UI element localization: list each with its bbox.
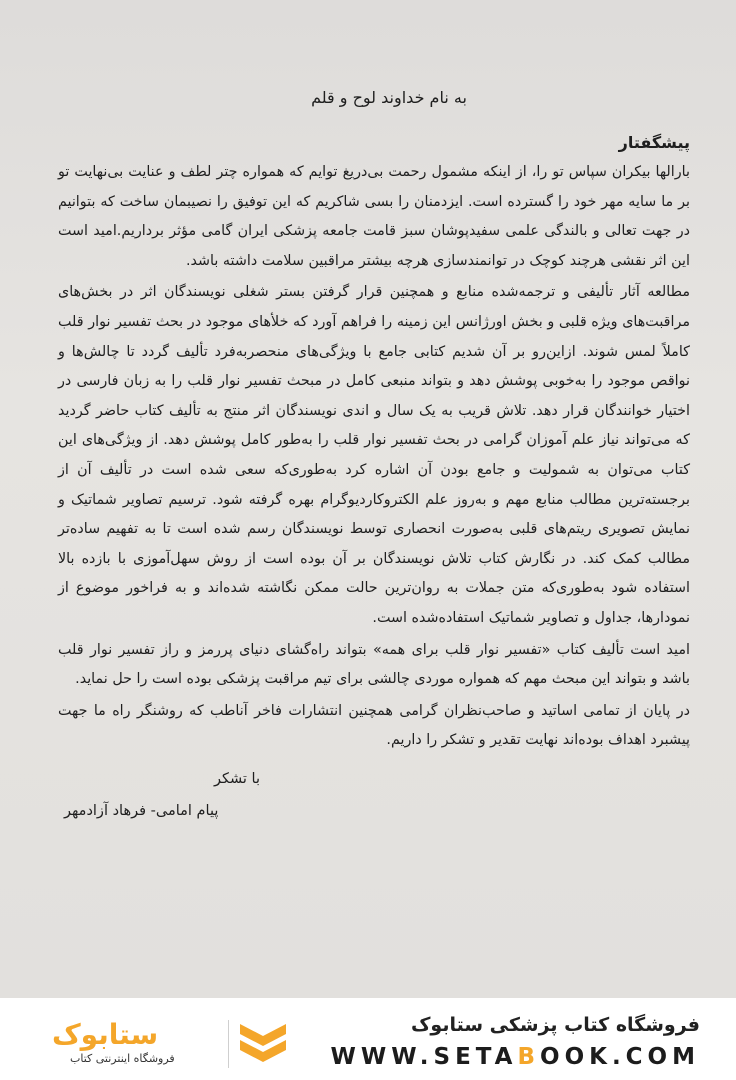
paragraph-3: امید است تألیف کتاب «تفسیر نوار قلب برای همه» بتواند راه‌گشای دنیای پررمز و راز تفسیر نوار قلب باشد و بتواند این مبحث مهم که همواره موردی چالشی برای تیم مراقبت پزشکی بوده است را حل نماید. [58,641,690,688]
page-text [58,88,690,826]
store-name: فروشگاه کتاب پزشکی ستابوک [410,1014,700,1036]
url-accent-letter: B [517,1044,541,1070]
paragraph-1: بارالها بیکران سپاس تو را، از اینکه مشمول رحمت بی‌دریغ توایم که همواره چتر لطف و عنایت بی‌نهایت تو بر ما سایه مهر خود را گسترده است. ایزدمنان را بسی شاکریم که این توفیق را نصیبمان ساخت که بتوانیم در جهت تعالی و بالندگی علمی سفیدپوشان سبز قامت جامعه پزشکی ایران گامی مؤثر برداریم.امید است این اثر نقشی هرچند کوچک در توانمندسازی هرچه بیشتر مراقبین سلامت داشته باشد. [58,164,690,269]
invocation-heading: به نام خداوند لوح و قلم [311,88,467,107]
url-part-1: WWW.SETA [330,1044,518,1070]
section-title: پیشگفتار [618,133,690,152]
closing-block [58,764,690,826]
store-logo[interactable] [30,1012,290,1072]
paragraph-4: در پایان از تمامی اساتید و صاحب‌نظران گرامی همچنین انتشارات فاخر آناطب که روشنگر راه ما جهت پیشبرد اهداف بوده‌اند نهایت تقدیر و تشکر را داریم. [58,702,690,749]
logo-subtitle: فروشگاه اینترنتی کتاب [70,1052,175,1065]
logo-wordmark: ستابوک [52,1018,159,1051]
stacked-chevrons-icon [238,1020,288,1068]
paragraph-2: مطالعه آثار تألیفی و ترجمه‌شده منابع و همچنین قرار گرفتن بستر شغلی نویسندگان اثر در بخش‌های مراقبت‌های ویژه قلبی و بخش اورژانس این زمینه را فراهم آورد که خلأهای موجود در بحث تفسیر نوار قلب کاملاً لمس شوند. ازاین‌رو بر آن شدیم کتابی جامع با ویژگی‌های منحصربه‌فرد تألیف گردد تا چالش‌ها و نواقص موجود را به‌خوبی پوشش دهد و بتواند منبعی کامل در مبحث تفسیر نوار قلب را به زبان فارسی در اختیار خوانندگان قرار دهد. تلاش قریب به یک سال و اندی نویسندگان اثر منتج به تألیف کتاب حاضر گردید که می‌تواند نیاز علم آموزان گرامی در بحث تفسیر نوار قلب را به‌طور کامل پوشش دهد. از ویژگی‌های این کتاب می‌توان به شمولیت و جامع بودن آن اشاره کرد به‌طوری‌که سعی شده است در تألیف آن از برجسته‌ترین مطالب منابع مهم و به‌روز علم الکتروکاردیوگرام بهره گرفته شود. ترسیم تصاویر شماتیک و نمایش تصویری ریتم‌های قلبی به‌صورت انحصاری توسط نویسندگان رسم شده است تا به تفهیم ساده‌تر مطالب کمک کند. در نگارش کتاب تلاش نویسندگان بر آن بوده است از روش سهل‌آموزی با بازده بالا استفاده شود به‌طوری‌که متن جملات به روان‌ترین حالت ممکن نگاشته شده‌اند و به فراخور موضوع از نمودارها، جداول و تصاویر شماتیک استفاده‌شده است. [58,284,690,626]
logo-divider [228,1020,229,1068]
store-footer-banner [0,998,736,1080]
store-url[interactable] [331,1044,700,1070]
author-names: پیام امامی- فرهاد آزادمهر [64,802,219,819]
closing-thanks: با تشکر [213,770,260,787]
url-part-2: OOK.COM [540,1044,700,1070]
